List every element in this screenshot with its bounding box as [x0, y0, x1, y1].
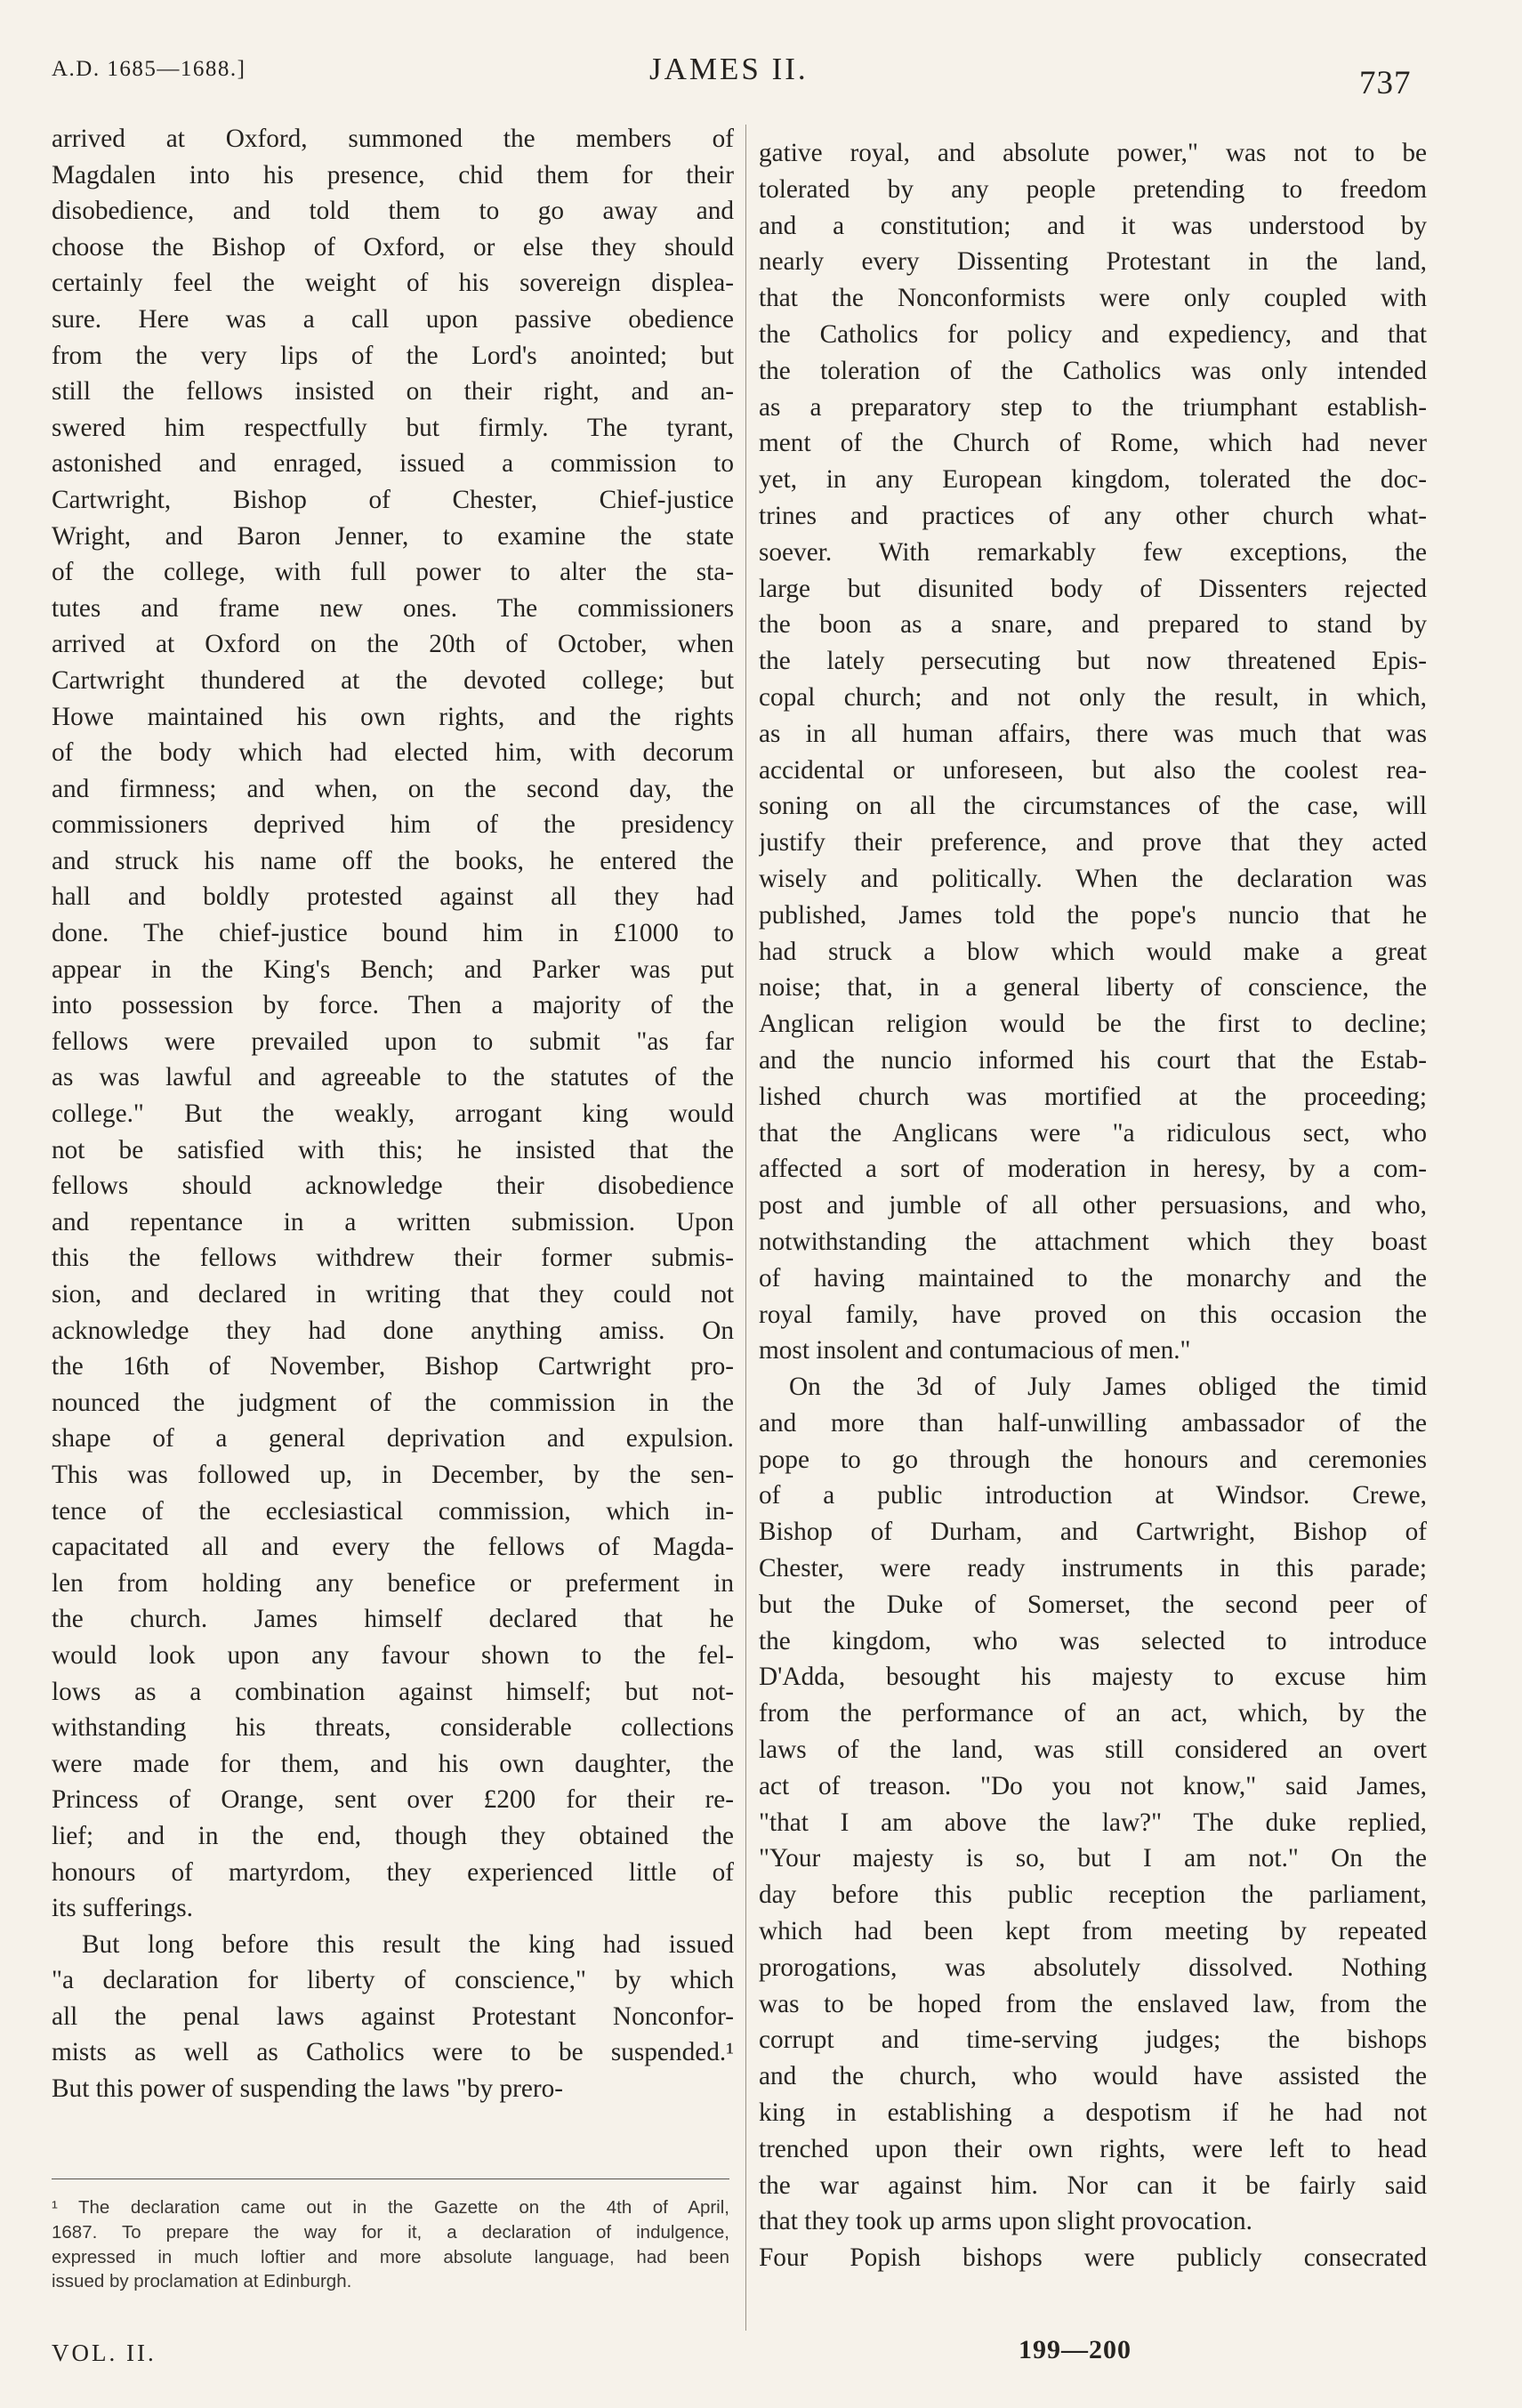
footnote: [52, 2195, 729, 2294]
text-line: and struck his name off the books, he entered the: [52, 846, 734, 875]
text-line: of the body which had elected him, with decorum: [52, 738, 734, 768]
text-line: pope to go through the honours and ceremonies: [759, 1445, 1427, 1474]
text-line: corrupt and time-serving judges; the bishops: [759, 2025, 1427, 2055]
text-line: sion, and declared in writing that they could not: [52, 1280, 734, 1309]
text-line: king in establishing a despotism if he had not: [759, 2098, 1427, 2128]
text-line: Wright, and Baron Jenner, to examine the state: [52, 521, 734, 551]
text-line: affected a sort of moderation in heresy, by a com-: [759, 1155, 1427, 1184]
text-line: from the very lips of the Lord's anointed; but: [52, 341, 734, 370]
text-line: "that I am above the law?" The duke replied,: [759, 1808, 1427, 1837]
text-line: choose the Bishop of Oxford, or else they should: [52, 232, 734, 262]
page-number: 737: [1359, 65, 1412, 101]
text-line: published, James told the pope's nuncio that he: [759, 900, 1427, 930]
right-text-column: [759, 135, 1427, 2276]
text-line: Howe maintained his own rights, and the rights: [52, 702, 734, 731]
text-line: mists as well as Catholics were to be suspended.¹: [52, 2038, 734, 2067]
text-line: justify their preference, and prove that they acted: [759, 828, 1427, 858]
text-line: soever. With remarkably few exceptions, the: [759, 537, 1427, 567]
text-line: large but disunited body of Dissenters rejected: [759, 574, 1427, 603]
text-line: and repentance in a written submission. Upon: [52, 1207, 734, 1236]
text-line: certainly feel the weight of his sovereign displea-: [52, 269, 734, 298]
text-line: post and jumble of all other persuasions, and who,: [759, 1191, 1427, 1220]
text-line: and a constitution; and it was understood by: [759, 211, 1427, 240]
text-line: tolerated by any people pretending to freedom: [759, 174, 1427, 204]
text-line: was to be hoped from the enslaved law, from the: [759, 1989, 1427, 2018]
text-line: the toleration of the Catholics was only intended: [759, 356, 1427, 385]
running-head-title: JAMES II.: [649, 52, 809, 86]
text-line: still the fellows insisted on their right, and an-: [52, 377, 734, 407]
footnote-rule: [52, 2178, 729, 2179]
text-line: trines and practices of any other church what-: [759, 501, 1427, 530]
text-line: nearly every Dissenting Protestant in the land,: [759, 247, 1427, 277]
text-line: of having maintained to the monarchy and the: [759, 1263, 1427, 1293]
text-line: as was lawful and agreeable to the statutes of the: [52, 1063, 734, 1092]
text-line: fellows should acknowledge their disobedience: [52, 1172, 734, 1201]
text-line: But this power of suspending the laws "by prero-: [52, 2074, 564, 2104]
text-line: expressed in much loftier and more absolute language, had been: [52, 2246, 729, 2267]
text-line: "a declaration for liberty of conscience," by which: [52, 1966, 734, 1995]
text-line: royal family, have proved on this occasion the: [759, 1300, 1427, 1329]
text-line: and the nuncio informed his court that the Estab-: [759, 1045, 1427, 1075]
text-line: disobedience, and told them to go away and: [52, 197, 734, 226]
text-line: appear in the King's Bench; and Parker was put: [52, 954, 734, 984]
text-line: On the 3d of July James obliged the timid: [789, 1373, 1427, 1402]
text-line: wisely and politically. When the declaration was: [759, 864, 1427, 893]
text-line: Cartwright thundered at the devoted college; but: [52, 665, 734, 695]
text-line: that they took up arms upon slight provocation.: [759, 2207, 1252, 2236]
text-line: Princess of Orange, sent over £200 for their re-: [52, 1785, 734, 1815]
text-line: most insolent and contumacious of men.": [759, 1336, 1191, 1365]
text-line: acknowledge they had done anything amiss. On: [52, 1316, 734, 1345]
text-line: This was followed up, in December, by the sen-: [52, 1460, 734, 1489]
text-line: "Your majesty is so, but I am not." On the: [759, 1844, 1427, 1873]
text-line: into possession by force. Then a majority of the: [52, 991, 734, 1020]
signature-mark: 199—200: [1019, 2335, 1131, 2364]
text-line: the boon as a snare, and prepared to stand by: [759, 610, 1427, 640]
text-line: the Catholics for policy and expediency, and that: [759, 319, 1427, 349]
text-line: the church. James himself declared that he: [52, 1605, 734, 1634]
text-line: Anglican religion would be the first to decline;: [759, 1010, 1427, 1039]
text-line: as in all human affairs, there was much that was: [759, 719, 1427, 748]
text-line: Chester, were ready instruments in this parade;: [759, 1554, 1427, 1583]
running-head-dates: A.D. 1685—1688.]: [52, 57, 246, 81]
text-line: its sufferings.: [52, 1894, 193, 1923]
text-line: accidental or unforeseen, but also the coolest rea-: [759, 755, 1427, 785]
text-line: Cartwright, Bishop of Chester, Chief-justice: [52, 485, 734, 514]
text-line: gative royal, and absolute power," was not to be: [759, 139, 1427, 167]
text-line: would look upon any favour shown to the fel-: [52, 1640, 734, 1670]
text-line: laws of the land, was still considered an overt: [759, 1736, 1427, 1765]
text-line: of a public introduction at Windsor. Crewe,: [759, 1481, 1427, 1510]
text-line: of the college, with full power to alter the sta-: [52, 558, 734, 587]
text-line: all the penal laws against Protestant Nonconfor-: [52, 2001, 734, 2031]
text-line: 1687. To prepare the way for it, a declaration of indulgence,: [52, 2221, 729, 2243]
text-line: arrived at Oxford, summoned the members of: [52, 125, 734, 153]
text-line: but the Duke of Somerset, the second peer of: [759, 1590, 1427, 1619]
text-line: prorogations, was absolutely dissolved. Nothing: [759, 1953, 1427, 1982]
text-line: the kingdom, who was selected to introduce: [759, 1626, 1427, 1655]
text-line: and the church, who would have assisted the: [759, 2062, 1427, 2091]
text-line: yet, in any European kingdom, tolerated the doc-: [759, 465, 1427, 495]
text-line: act of treason. "Do you not know," said James,: [759, 1771, 1427, 1800]
text-line: this the fellows withdrew their former submis-: [52, 1244, 734, 1273]
text-line: ment of the Church of Rome, which had never: [759, 429, 1427, 458]
text-line: issued by proclamation at Edinburgh.: [52, 2271, 352, 2292]
text-line: Bishop of Durham, and Cartwright, Bishop of: [759, 1518, 1427, 1547]
text-line: from the performance of an act, which, by the: [759, 1699, 1427, 1728]
text-line: copal church; and not only the result, in which,: [759, 682, 1427, 712]
text-line: not be satisfied with this; he insisted that the: [52, 1135, 734, 1164]
text-line: commissioners deprived him of the presidency: [52, 810, 734, 840]
text-line: notwithstanding the attachment which they boast: [759, 1227, 1427, 1256]
text-line: the lately persecuting but now threatened Epis-: [759, 647, 1427, 676]
text-line: fellows were prevailed upon to submit "as far: [52, 1027, 734, 1056]
text-line: tutes and frame new ones. The commissioners: [52, 593, 734, 623]
text-line: tence of the ecclesiastical commission, which in-: [52, 1496, 734, 1526]
text-line: day before this public reception the parliament,: [759, 1880, 1427, 1910]
text-line: swered him respectfully but firmly. The tyrant,: [52, 413, 734, 442]
text-line: Magdalen into his presence, chid them for their: [52, 160, 734, 189]
text-line: the 16th of November, Bishop Cartwright pro-: [52, 1352, 734, 1381]
text-line: noise; that, in a general liberty of conscience, the: [759, 973, 1427, 1003]
text-line: trenched upon their own rights, were left to head: [759, 2134, 1427, 2163]
text-line: which had been kept from meeting by repeated: [759, 1917, 1427, 1946]
text-line: had struck a blow which would make a great: [759, 937, 1427, 966]
column-divider: [745, 125, 746, 2331]
text-line: that the Nonconformists were only coupled with: [759, 284, 1427, 313]
text-line: and firmness; and when, on the second day, the: [52, 774, 734, 803]
text-line: lief; and in the end, though they obtained the: [52, 1821, 734, 1850]
text-line: Four Popish bishops were publicly consecrated: [759, 2243, 1427, 2273]
text-line: withstanding his threats, considerable collections: [52, 1713, 734, 1743]
text-line: astonished and enraged, issued a commission to: [52, 449, 734, 479]
text-line: and more than half-unwilling ambassador of the: [759, 1408, 1427, 1438]
text-line: hall and boldly protested against all they had: [52, 882, 734, 912]
text-line: lows as a combination against himself; but not-: [52, 1677, 734, 1706]
text-line: as a preparatory step to the triumphant establish-: [759, 392, 1427, 422]
volume-label: VOL. II.: [52, 2340, 157, 2366]
text-line: the war against him. Nor can it be fairly said: [759, 2170, 1427, 2200]
text-line: capacitated all and every the fellows of Magda-: [52, 1533, 734, 1562]
text-line: lished church was mortified at the proceeding;: [759, 1082, 1427, 1111]
text-line: were made for them, and his own daughter, the: [52, 1749, 734, 1778]
text-line: college." But the weakly, arrogant king would: [52, 1099, 734, 1129]
text-line: D'Adda, besought his majesty to excuse him: [759, 1663, 1427, 1692]
text-line: sure. Here was a call upon passive obedience: [52, 304, 734, 334]
text-line: But long before this result the king had issued: [82, 1929, 734, 1959]
text-line: that the Anglicans were "a ridiculous sect, who: [759, 1118, 1427, 1148]
text-line: ¹ The declaration came out in the Gazette on the 4th of April,: [52, 2197, 729, 2218]
text-line: nounced the judgment of the commission in the: [52, 1388, 734, 1417]
text-line: soning on all the circumstances of the case, will: [759, 792, 1427, 821]
left-text-column: [52, 121, 734, 2107]
text-line: honours of martyrdom, they experienced little of: [52, 1857, 734, 1887]
text-line: done. The chief-justice bound him in £1000 to: [52, 919, 734, 948]
text-line: len from holding any benefice or preferment in: [52, 1568, 734, 1598]
text-line: shape of a general deprivation and expulsion.: [52, 1424, 734, 1454]
text-line: arrived at Oxford on the 20th of October, when: [52, 630, 734, 659]
